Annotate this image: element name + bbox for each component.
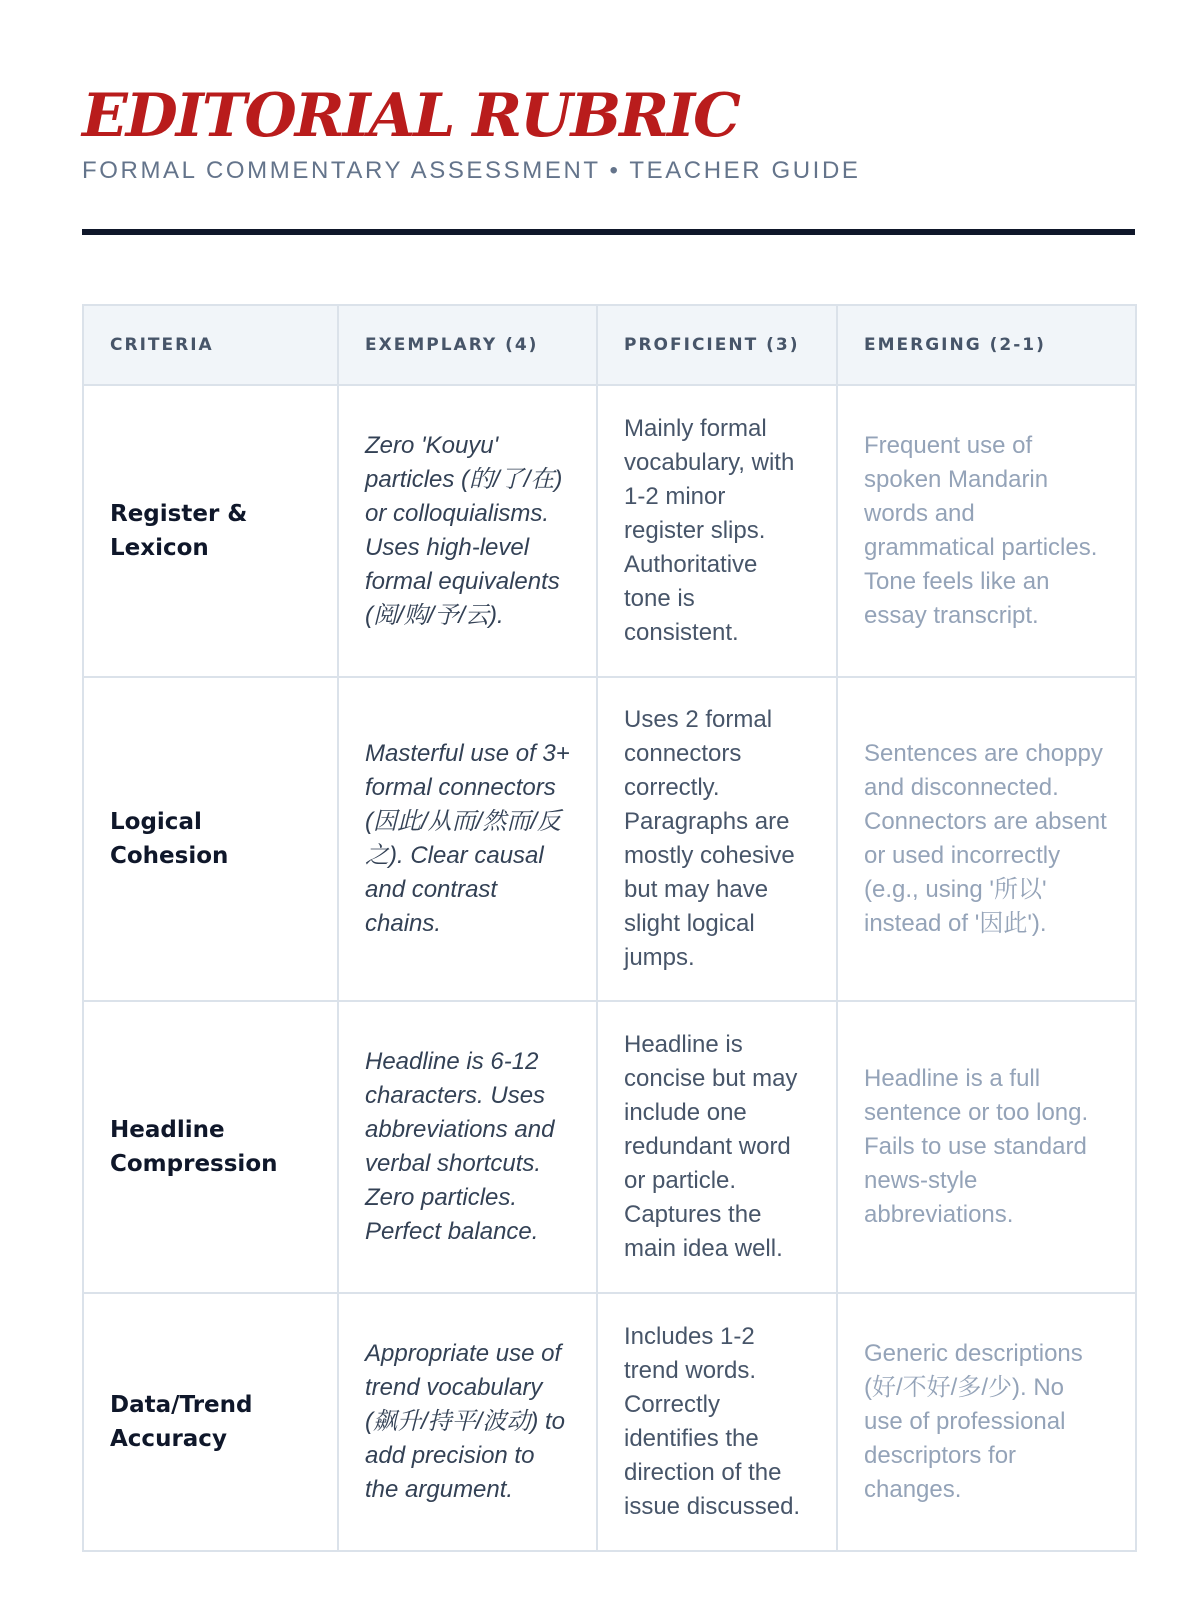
table-row [83,385,1136,677]
header-divider [82,229,1135,235]
column-header-criteria: CRITERIA [83,305,338,385]
proficient-cell: Mainly formal vocabulary, with 1-2 minor register slips. Authoritative tone is consistent. [597,385,837,677]
table-row [83,1001,1136,1293]
exemplary-cell: Masterful use of 3+ formal connectors (因此/从而/然而/反之). Clear causal and contrast chains. [338,677,597,1001]
table-row [83,677,1136,1001]
emerging-cell: Headline is a full sentence or too long. Fails to use standard news-style abbreviations. [837,1001,1136,1293]
page-title: EDITORIAL RUBRIC [82,81,739,151]
criteria-cell: Data/Trend Accuracy [83,1293,338,1551]
table-row [83,1293,1136,1551]
rubric-table [82,304,1137,1552]
criteria-cell: Register & Lexicon [83,385,338,677]
column-header-emerging: EMERGING (2-1) [837,305,1136,385]
column-header-exemplary: EXEMPLARY (4) [338,305,597,385]
proficient-cell: Headline is concise but may include one redundant word or particle. Captures the main idea well. [597,1001,837,1293]
exemplary-cell: Appropriate use of trend vocabulary (飙升/持平/波动) to add precision to the argument. [338,1293,597,1551]
exemplary-cell: Headline is 6-12 characters. Uses abbreviations and verbal shortcuts. Zero particles. Perfect balance. [338,1001,597,1293]
emerging-cell: Sentences are choppy and disconnected. Connectors are absent or used incorrectly (e.g., using '所以' instead of '因此'). [837,677,1136,1001]
page-subtitle: FORMAL COMMENTARY ASSESSMENT • TEACHER GUIDE [82,157,861,184]
proficient-cell: Uses 2 formal connectors correctly. Paragraphs are mostly cohesive but may have slight logical jumps. [597,677,837,1001]
emerging-cell: Generic descriptions (好/不好/多/少). No use of professional descriptors for changes. [837,1293,1136,1551]
exemplary-cell: Zero 'Kouyu' particles (的/了/在) or colloquialisms. Uses high-level formal equivalents (阅/购/予/云). [338,385,597,677]
column-header-proficient: PROFICIENT (3) [597,305,837,385]
table-header-row [83,305,1136,385]
emerging-cell: Frequent use of spoken Mandarin words and grammatical particles. Tone feels like an essay transcript. [837,385,1136,677]
criteria-cell: Headline Compression [83,1001,338,1293]
criteria-cell: Logical Cohesion [83,677,338,1001]
proficient-cell: Includes 1-2 trend words. Correctly identifies the direction of the issue discussed. [597,1293,837,1551]
